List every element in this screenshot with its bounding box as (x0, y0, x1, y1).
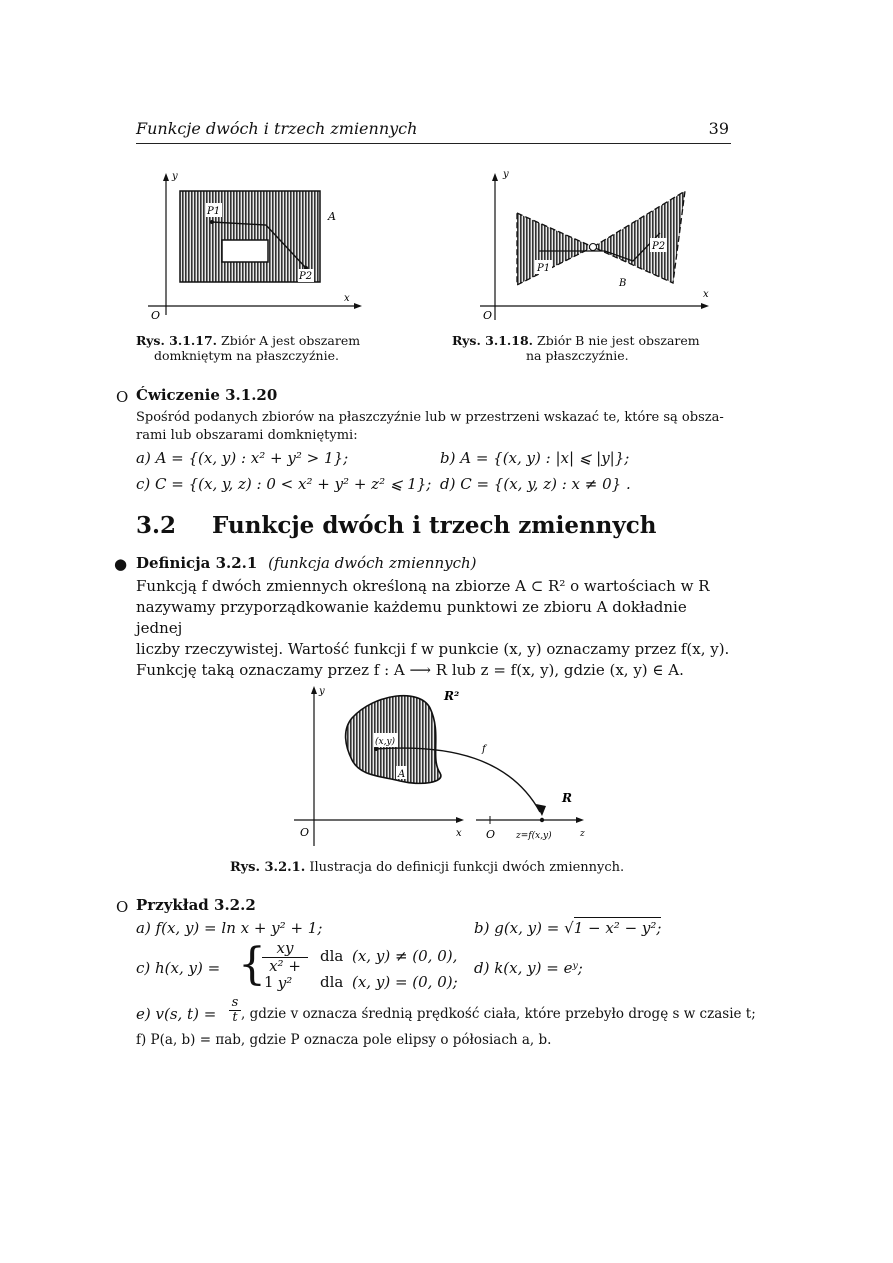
example-b-prefix: b) g(x, y) = (474, 919, 560, 937)
definition-heading (136, 554, 477, 572)
example-f: f) P(a, b) = πab, gdzie P oznacza pole elipsy o półosiach a, b. (136, 1032, 552, 1048)
example-e-num: s (231, 995, 239, 1010)
example-e-fraction (229, 996, 241, 1025)
exercise-item-b: b) A = {(x, y) : |x| ⩽ |y|}; (440, 449, 630, 467)
exercise-title: Ćwiczenie 3.1.20 (136, 386, 278, 404)
figure-3-2-1 (290, 678, 610, 850)
set-a-hole (222, 240, 268, 262)
exercise-item-c: c) C = {(x, y, z) : 0 < x² + y² + z² ⩽ 1}; (136, 475, 432, 493)
section-heading (136, 512, 657, 539)
definition-line-2: nazywamy przyporządkowanie każdemu punktowi ze zbioru A dokładnie jednej (136, 598, 687, 637)
caption-label: Rys. 3.1.18. (452, 333, 534, 348)
y-label: y (172, 171, 178, 182)
set-a-region (180, 191, 320, 282)
brace: { (238, 939, 266, 990)
section-title: Funkcje dwóch i trzech zmiennych (212, 512, 657, 539)
example-e-den: t (229, 1010, 241, 1025)
x-label: x (703, 289, 709, 300)
definition-body (136, 576, 736, 681)
f-label: f (482, 744, 486, 755)
example-d: d) k(x, y) = eʸ; (474, 959, 583, 977)
example-c-cond-1: (x, y) ≠ (0, 0), (352, 947, 458, 965)
caption-text-1: Zbiór A jest obszarem (221, 333, 361, 348)
caption-3-1-17 (136, 333, 406, 363)
xy-label: (x,y) (375, 737, 396, 747)
set-a-label: A (328, 210, 336, 223)
example-e-text: , gdzie v oznacza średnią prędkość ciała, które przebyło drogę s w czasie t; (241, 1006, 756, 1022)
set-a-label: A (398, 769, 406, 780)
y-label: y (503, 169, 509, 180)
example-b-radicand: 1 − x² − y²; (573, 919, 662, 937)
caption-label: Rys. 3.1.17. (136, 333, 218, 348)
set-b-left-triangle (517, 213, 593, 285)
definition-marker: ● (114, 555, 128, 573)
exercise-item-a: a) A = {(x, y) : x² + y² > 1}; (136, 449, 349, 467)
running-header (136, 117, 731, 144)
caption-text-2: domkniętym na płaszczyźnie. (154, 348, 339, 363)
example-c-val-2: 1 (264, 973, 274, 991)
example-c-den: x² + y² (262, 957, 308, 992)
p2-label: P2 (652, 241, 666, 252)
origin-left: O (300, 826, 310, 839)
definition-subtitle: (funkcja dwóch zmiennych) (268, 554, 477, 572)
exercise-text-2: rami lub obszarami domkniętymi: (136, 428, 358, 443)
exercise-marker: O (116, 388, 129, 406)
definition-line-3: liczby rzeczywistej. Wartość funkcji f w punkcie (x, y) oznaczamy przez f(x, y). (136, 640, 730, 658)
section-number: 3.2 (136, 512, 177, 539)
p2-label: P2 (299, 271, 313, 282)
x-label: x (344, 293, 350, 304)
x-label: x (456, 828, 462, 839)
running-title: Funkcje dwóch i trzech zmiennych (136, 119, 418, 138)
example-marker: O (116, 898, 129, 916)
example-a: a) f(x, y) = ln x + y² + 1; (136, 919, 323, 937)
page-number: 39 (708, 119, 729, 138)
example-b: b) g(x, y) = √1 − x² − y²; (474, 919, 662, 937)
example-title: Przykład 3.2.2 (136, 896, 256, 914)
origin-label: O (483, 309, 493, 322)
caption-text-1: Zbiór B nie jest obszarem (537, 333, 700, 348)
caption-3-1-18 (452, 333, 732, 363)
y-label: y (319, 686, 325, 697)
p1-label: P1 (207, 206, 221, 217)
exercise-item-d: d) C = {(x, y, z) : x ≠ 0} . (440, 475, 631, 493)
caption-label: Rys. 3.2.1. (230, 860, 306, 875)
example-c-dla-1: dla (320, 947, 344, 965)
exercise-text-1: Spośród podanych zbiorów na płaszczyźnie lub w przestrzeni wskazać te, które są obsza- (136, 410, 724, 425)
definition-line-4: Funkcję taką oznaczamy przez f : A ⟶ R lub z = f(x, y), gdzie (x, y) ∈ A. (136, 661, 684, 679)
caption-text-2: na płaszczyźnie. (526, 348, 629, 363)
z-label: z (580, 829, 585, 839)
r-label: R (562, 791, 572, 805)
definition-title: Definicja 3.2.1 (136, 554, 258, 572)
origin-label: O (151, 309, 161, 322)
r2-label: R² (444, 689, 460, 703)
zf-label: z=f(x,y) (516, 831, 552, 841)
figure-3-1-18 (475, 165, 725, 325)
example-c-dla-2: dla (320, 973, 344, 991)
exercise-text (136, 409, 736, 445)
excluded-vertex (590, 244, 597, 251)
figure-3-1-17 (140, 165, 400, 325)
set-b-label: B (619, 278, 627, 289)
x-axis-arrow (354, 303, 362, 309)
caption-text: Ilustracja do definicji funkcji dwóch zmiennych. (309, 860, 625, 875)
definition-line-1: Funkcją f dwóch zmiennych określoną na zbiorze A ⊂ R² o wartościach w R (136, 577, 710, 595)
p1-label: P1 (537, 263, 551, 274)
example-c-num: xy (276, 939, 294, 957)
example-c-prefix: c) h(x, y) = (136, 959, 221, 977)
origin-right: O (486, 828, 496, 841)
caption-3-2-1 (230, 860, 624, 875)
y-axis-arrow (163, 173, 169, 181)
set-b-right-triangle (593, 191, 685, 283)
example-c-cond-2: (x, y) = (0, 0); (352, 973, 458, 991)
example-e-prefix: e) v(s, t) = (136, 1005, 217, 1023)
